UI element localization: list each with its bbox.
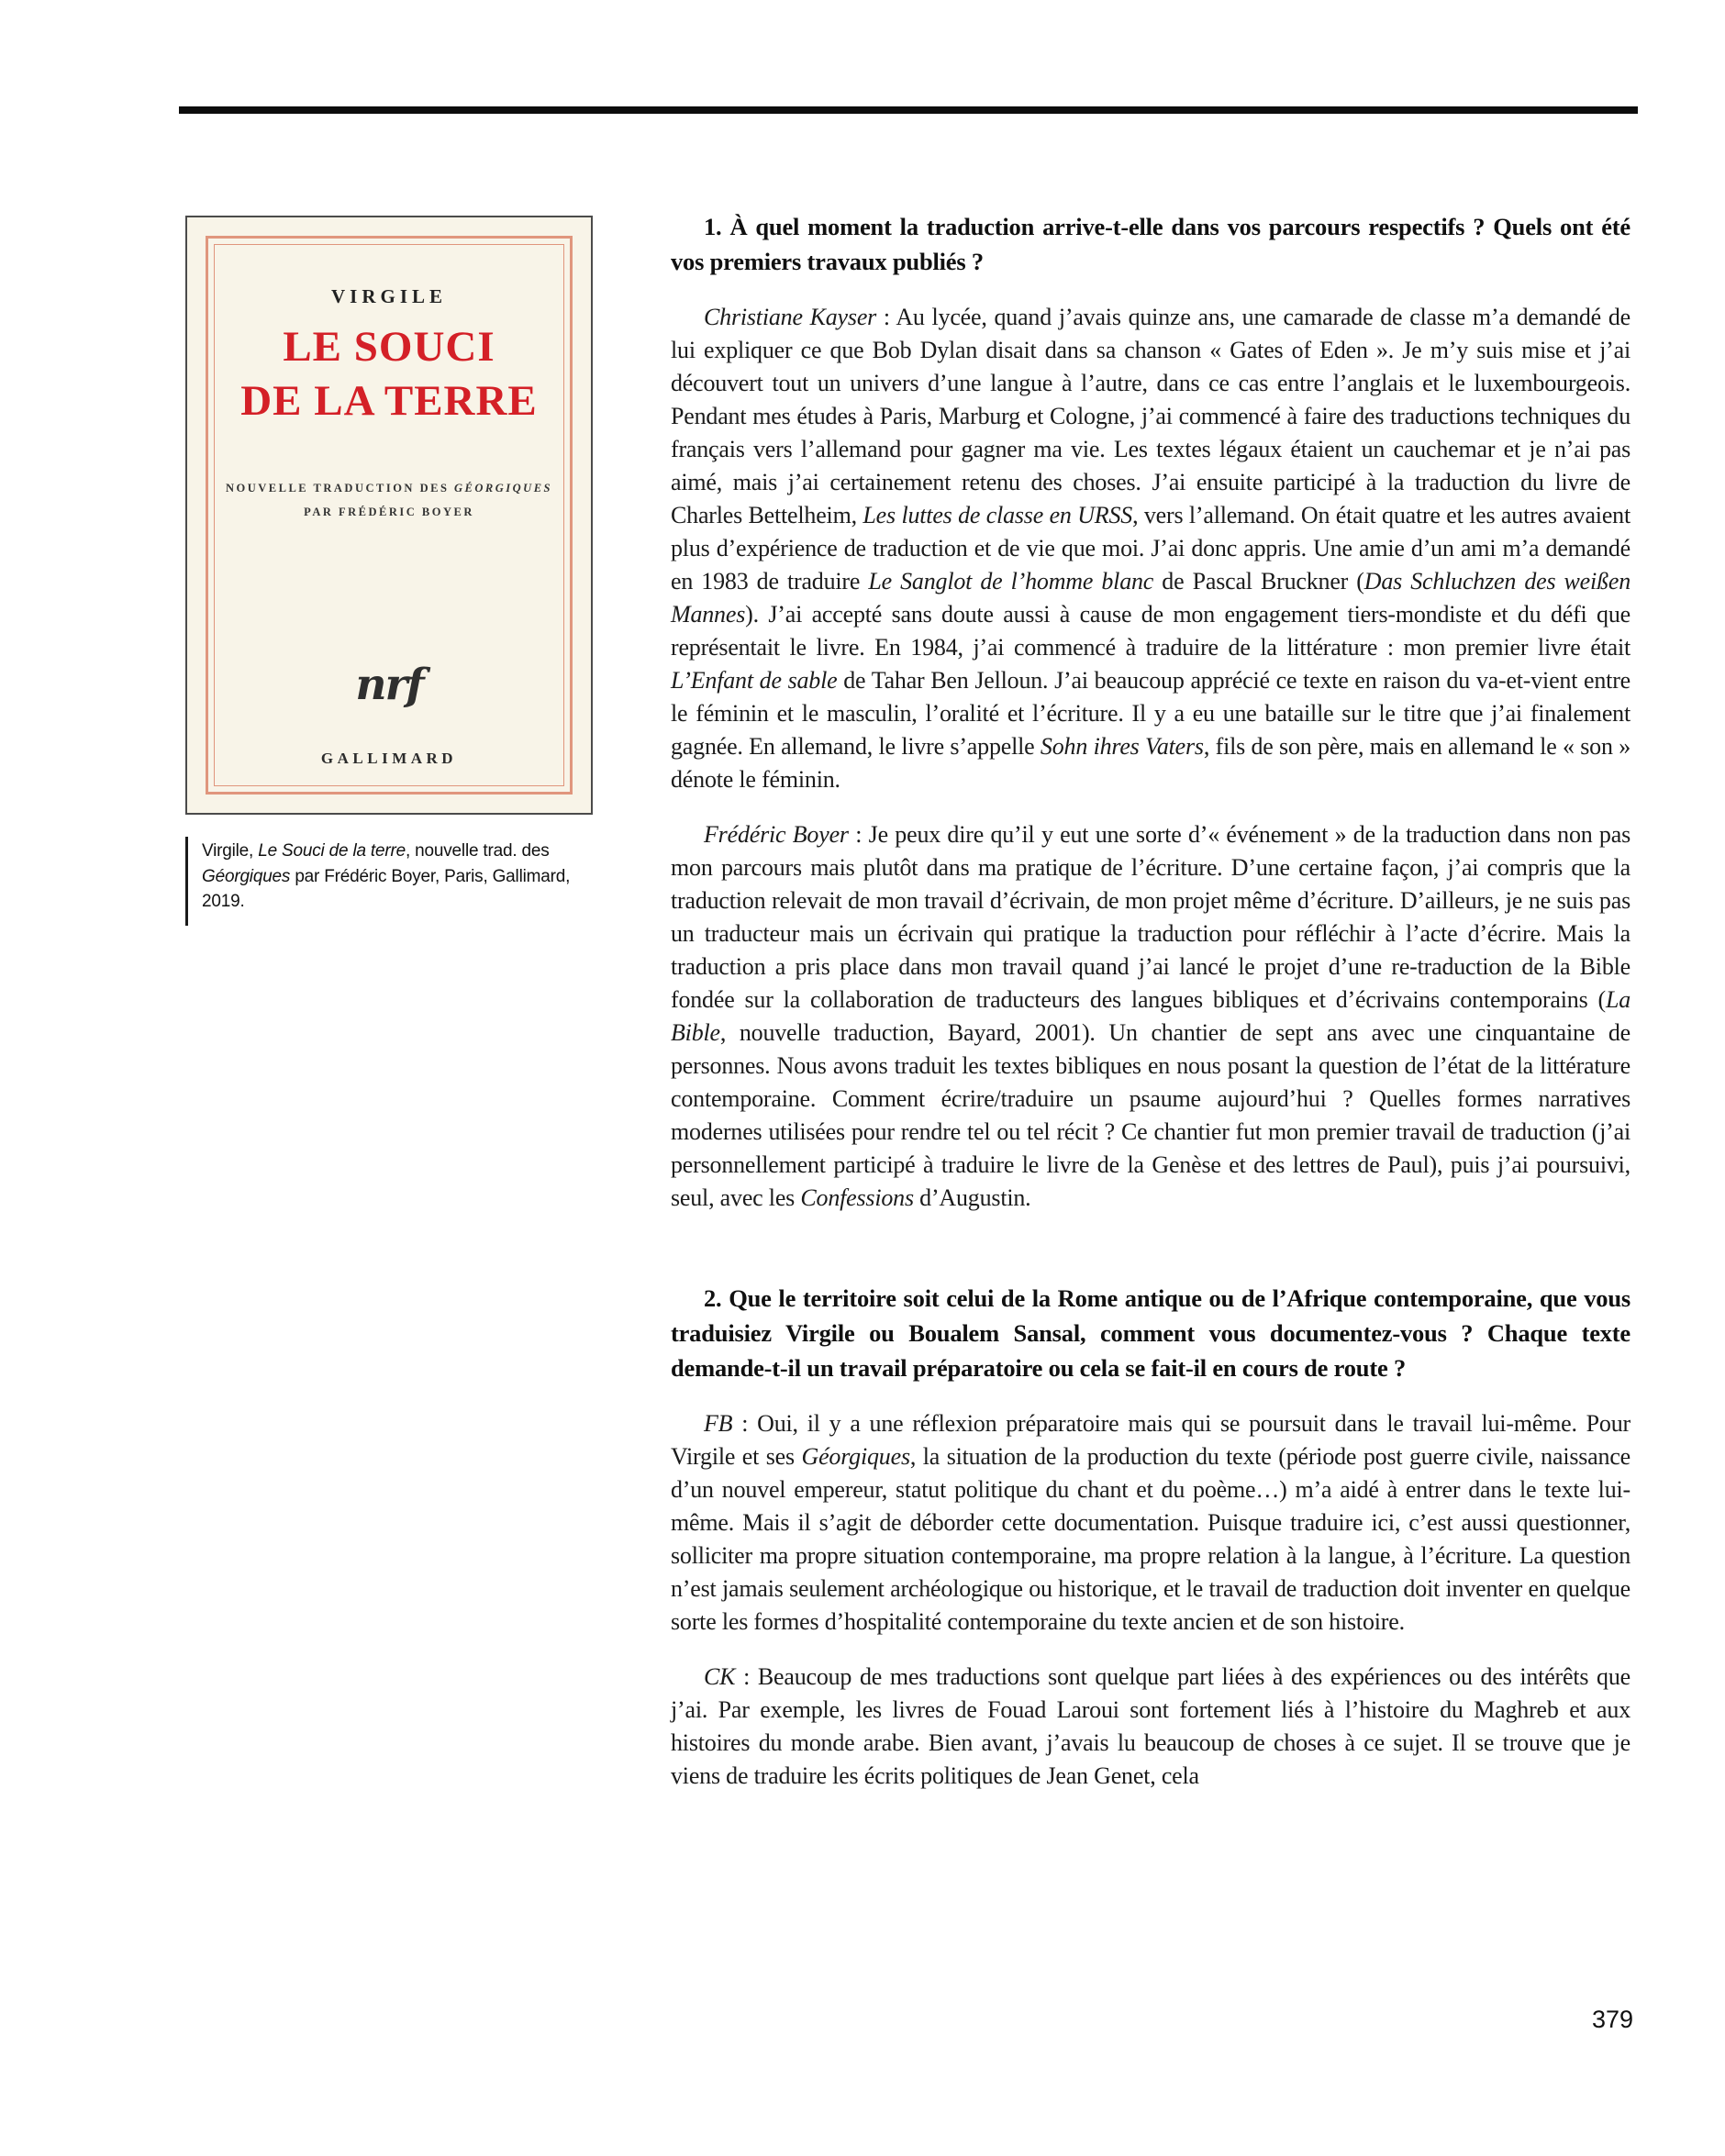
cover-title-line2: DE LA TERRE <box>240 376 538 425</box>
cover-title-line1: LE SOUCI <box>283 323 495 371</box>
figure-caption: Virgile, Le Souci de la terre, nouvelle trad. des Géorgiques par Frédéric Boyer, Paris, Gallimard, 2019. <box>185 837 593 926</box>
top-rule <box>179 106 1638 114</box>
cover-publisher: GALLIMARD <box>320 750 458 767</box>
answer-boyer-1: Frédéric Boyer : Je peux dire qu’il y eut une sorte d’« événement » de la traduction dans non pas mon parcours mais plutôt dans ma pratique de l’écriture. D’une certaine façon, j’ai compris que la traduction relevait de mon travail d’écrivain, de mon projet même d’écriture. D’ailleurs, je ne suis pas un traducteur mais un écrivain qui pratique la traduction pour réfléchir à l’acte d’écrire. Mais la traduction a pris place dans mon travail quand j’ai lancé le projet d’une re-traduction de la Bible fondée sur la collaboration de traducteurs des langues bibliques et d’écrivains contemporains (La Bible, nouvelle traduction, Bayard, 2001). Un chantier de sept ans avec une cinquantaine de personnes. Nous avons traduit les textes bibliques en nous posant la question de l’état de la littérature contemporaine. Comment écrire/traduire un psaume aujourd’hui ? Quelles formes narratives modernes utilisées pour rendre tel ou tel récit ? Ce chantier fut mon premier travail de traduction (j’ai personnellement participé à traduire le livre de la Genèse et des lettres de Paul), puis j’ai poursuivi, seul, avec les Confessions d’Augustin. <box>671 821 1630 1211</box>
figure-book-cover <box>185 216 593 926</box>
cover-author: VIRGILE <box>330 285 448 307</box>
nrf-logo: nrf <box>355 660 423 710</box>
cover-subtitle <box>187 476 591 525</box>
article-text-column <box>671 209 1630 1793</box>
answer-boyer-2: FB : Oui, il y a une réflexion préparatoire mais qui se poursuit dans le travail lui-même. Pour Virgile et ses Géorgiques, la situation de la production du texte (période post guerre civile, naissance d’un nouvel empereur, statut politique du chant et du poème…) m’a aidé à entrer dans le texte lui-même. Mais il s’agit de déborder cette documentation. Puisque traduire ici, c’est aussi questionner, solliciter ma propre situation contemporaine, ma propre relation à la langue, à l’écriture. La question n’est jamais seulement archéologique ou historique, et le travail de traduction doit inventer en quelque sorte les formes d’hospitalité contemporaine du texte ancien et de son histoire. <box>671 1410 1630 1635</box>
page-number: 379 <box>1591 2006 1633 2033</box>
answer-kayser-1: Christiane Kayser : Au lycée, quand j’avais quinze ans, une camarade de classe m’a demandé de lui expliquer ce que Bob Dylan disait dans sa chanson « Gates of Eden ». Je m’y suis mise et j’ai découvert tout un univers d’une langue à l’autre, dans ce cas entre l’anglais et le luxembourgeois. Pendant mes études à Paris, Marburg et Cologne, j’ai commencé à faire des traductions techniques du français vers l’allemand pour gagner ma vie. Les textes légaux étaient un cauchemar et je n’ai pas aimé, mais j’ai certainement retenu des choses. J’ai ensuite participé à la traduction du livre de Charles Bettelheim, Les luttes de classe en URSS, vers l’allemand. On était quatre et les autres avaient plus d’expérience de traduction et de vie que moi. J’ai donc appris. Une amie d’un ami m’a demandé en 1983 de traduire Le Sanglot de l’homme blanc de Pascal Bruckner (Das Schluchzen des weißen Mannes). J’ai accepté sans doute aussi à cause de mon engagement tiers-mondiste et du défi que représentait le livre. En 1984, j’ai commencé à traduire de la littérature : mon premier livre était L’Enfant de sable de Tahar Ben Jelloun. J’ai beaucoup apprécié ce texte en raison du va-et-vient entre le féminin et le masculin, l’oralité et l’écriture. Il y a eu une bataille sur le titre que j’ai finalement gagnée. En allemand, le livre s’appelle Sohn ihres Vaters, fils de son père, mais en allemand le « son » dénote le féminin. <box>671 304 1630 793</box>
book-cover <box>185 216 593 815</box>
cover-subtitle-line1: NOUVELLE TRADUCTION DES GÉORGIQUES <box>225 482 552 495</box>
question-2: 2. Que le territoire soit celui de la Rome antique ou de l’Afrique contemporaine, que vous traduisiez Virgile ou Boualem Sansal, comment vous documentez-vous ? Chaque texte demande-t-il un travail préparatoire ou cela se fait-il en cours de route ? <box>671 1284 1630 1382</box>
answer-kayser-2: CK : Beaucoup de mes traductions sont quelque part liées à des expériences ou des intérêts que j’ai. Par exemple, les livres de Fouad Laroui sont fortement liés à l’histoire du Maghreb et aux histoires du monde arabe. Bien avant, j’avais lu beaucoup de choses à ce sujet. Il se trouve que je viens de traduire les écrits politiques de Jean Genet, cela <box>671 1663 1630 1789</box>
question-1: 1. À quel moment la traduction arrive-t-elle dans vos parcours respectifs ? Quels ont été vos premiers travaux publiés ? <box>671 213 1630 275</box>
cover-title <box>187 320 591 428</box>
cover-subtitle-line2: PAR FRÉDÉRIC BOYER <box>304 506 474 519</box>
